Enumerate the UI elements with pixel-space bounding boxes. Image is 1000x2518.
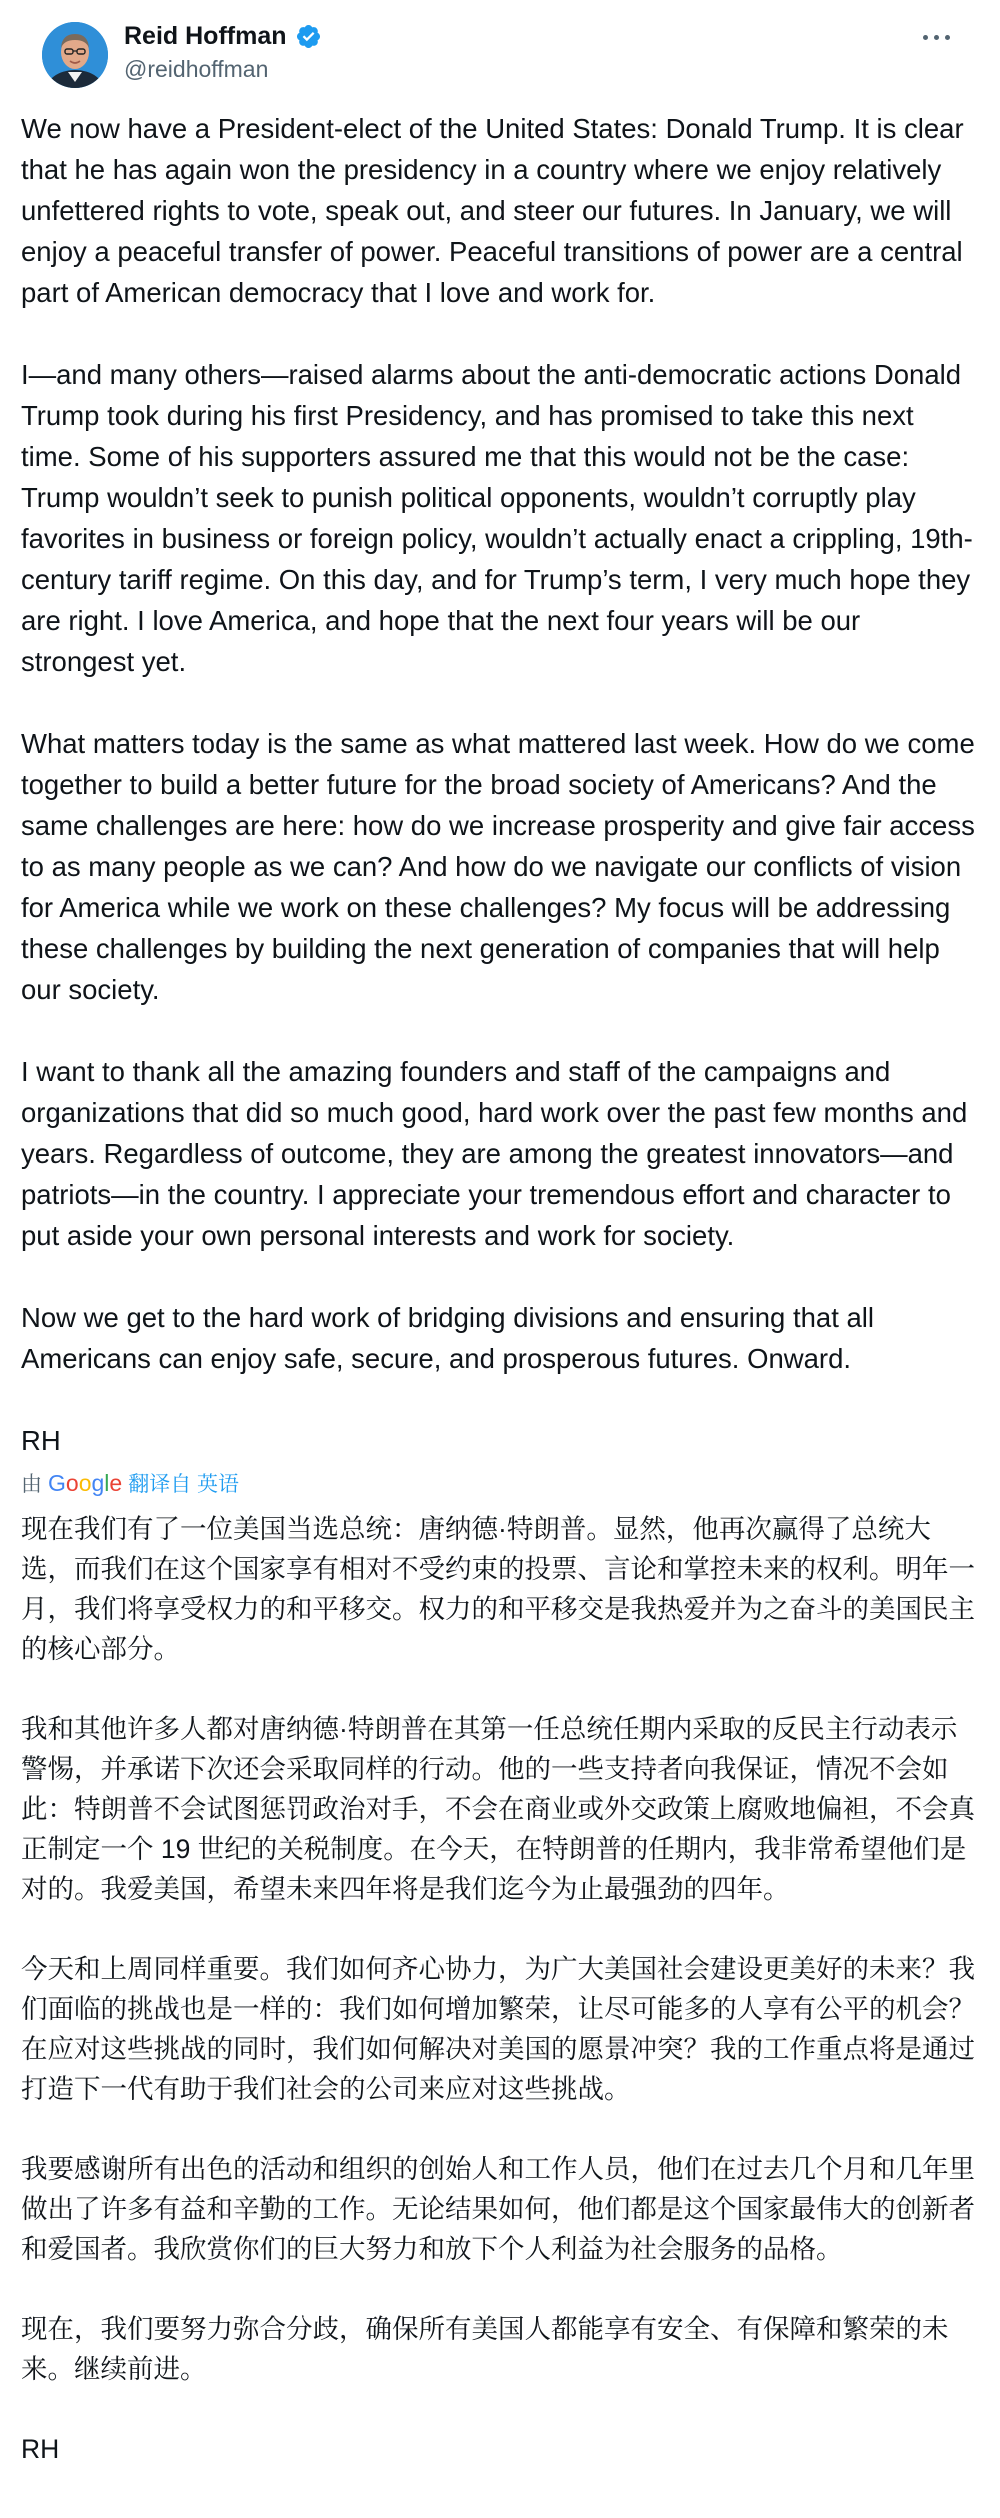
author-name-row	[124, 20, 322, 52]
translated-paragraph: 我和其他许多人都对唐纳德·特朗普在其第一任总统任期内采取的反民主行动表示警惕，并承诺下次还会采取同样的行动。他的一些支持者向我保证，情况不会如此：特朗普不会试图惩罚政治对手，不会在商业或外交政策上腐败地偏袒，不会真正制定一个 19 世纪的关税制度。在今天，在特朗普的任期内，我非常希望他们是对的。我爱美国，希望未来四年将是我们迄今为止最强劲的四年。	[21, 1714, 975, 1904]
verified-badge-icon[interactable]	[295, 23, 322, 50]
tweet-paragraph: What matters today is the same as what mattered last week. How do we come together to build a better future for the broad society of Americans? And the same challenges are here: how do we increase prosperity and give fair access to as many people as we can? And how do we navigate our conflicts of vision for America while we work on these challenges? My focus will be addressing these challenges by building the next generation of companies that will help our society.	[21, 728, 975, 1005]
tweet-text	[21, 108, 979, 1461]
more-horizontal-icon	[945, 35, 950, 40]
more-horizontal-icon	[934, 35, 939, 40]
translated-paragraph: 今天和上周同样重要。我们如何齐心协力，为广大美国社会建设更美好的未来？我们面临的挑战也是一样的：我们如何增加繁荣，让尽可能多的人享有公平的机会？在应对这些挑战的同时，我们如何解决对美国的愿景冲突？我的工作重点将是通过打造下一代有助于我们社会的公司来应对这些挑战。	[21, 1954, 975, 2104]
tweet-paragraph: Now we get to the hard work of bridging divisions and ensuring that all Americans can enjoy safe, secure, and prosperous futures. Onward.	[21, 1302, 874, 1374]
translated-signature: RH	[21, 2434, 60, 2464]
author-display-name[interactable]: Reid Hoffman	[124, 22, 287, 50]
tweet-header	[21, 0, 979, 108]
tweet-paragraph: I—and many others—raised alarms about the anti-democratic actions Donald Trump took during his first Presidency, and has promised to take this next time. Some of his supporters assured me that this would not be the case: Trump wouldn’t seek to punish political opponents, wouldn’t corruptly play favorites in business or foreign policy, wouldn’t actually enact a crippling, 19th-century tariff regime. On this day, and for Trump’s term, I very much hope they are right. I love America, and hope that the next four years will be our strongest yet.	[21, 359, 973, 677]
translated-by-label: 由	[21, 1473, 42, 1496]
translation-attribution	[21, 1465, 979, 1501]
more-horizontal-icon	[923, 35, 928, 40]
translated-paragraph: 现在我们有了一位美国当选总统：唐纳德·特朗普。显然，他再次赢得了总统大选，而我们在这个国家享有相对不受约束的投票、言论和掌控未来的权利。明年一月，我们将享受权力的和平移交。权力的和平移交是我热爱并为之奋斗的美国民主的核心部分。	[21, 1514, 975, 1664]
author-block	[124, 20, 322, 84]
google-logo: Google	[48, 1469, 123, 1496]
translated-paragraph: 我要感谢所有出色的活动和组织的创始人和工作人员，他们在过去几个月和几年里做出了许多有益和辛勤的工作。无论结果如何，他们都是这个国家最伟大的创新者和爱国者。我欣赏你们的巨大努力和放下个人利益为社会服务的品格。	[21, 2154, 975, 2264]
translated-paragraph: 现在，我们要努力弥合分歧，确保所有美国人都能享有安全、有保障和繁荣的未来。继续前进。	[21, 2314, 949, 2384]
tweet-paragraph: We now have a President-elect of the United States: Donald Trump. It is clear that he has again won the presidency in a country where we enjoy relatively unfettered rights to vote, speak out, and steer our futures. In January, we will enjoy a peaceful transfer of power. Peaceful transitions of power are a central part of American democracy that I love and work for.	[21, 113, 964, 308]
more-options-button[interactable]	[914, 22, 958, 52]
translated-text	[21, 1509, 979, 2469]
avatar-portrait-icon	[42, 22, 108, 88]
avatar[interactable]	[42, 22, 108, 88]
tweet-signature: RH	[21, 1425, 61, 1456]
tweet-paragraph: I want to thank all the amazing founders and staff of the campaigns and organizations that did so much good, hard work over the past few months and years. Regardless of outcome, they are among the greatest innovators—and patriots—in the country. I appreciate your tremendous effort and character to put aside your own personal interests and work for society.	[21, 1056, 968, 1251]
translated-from-link[interactable]: 翻译自 英语	[128, 1473, 240, 1496]
author-handle[interactable]: @reidhoffman	[124, 56, 269, 82]
